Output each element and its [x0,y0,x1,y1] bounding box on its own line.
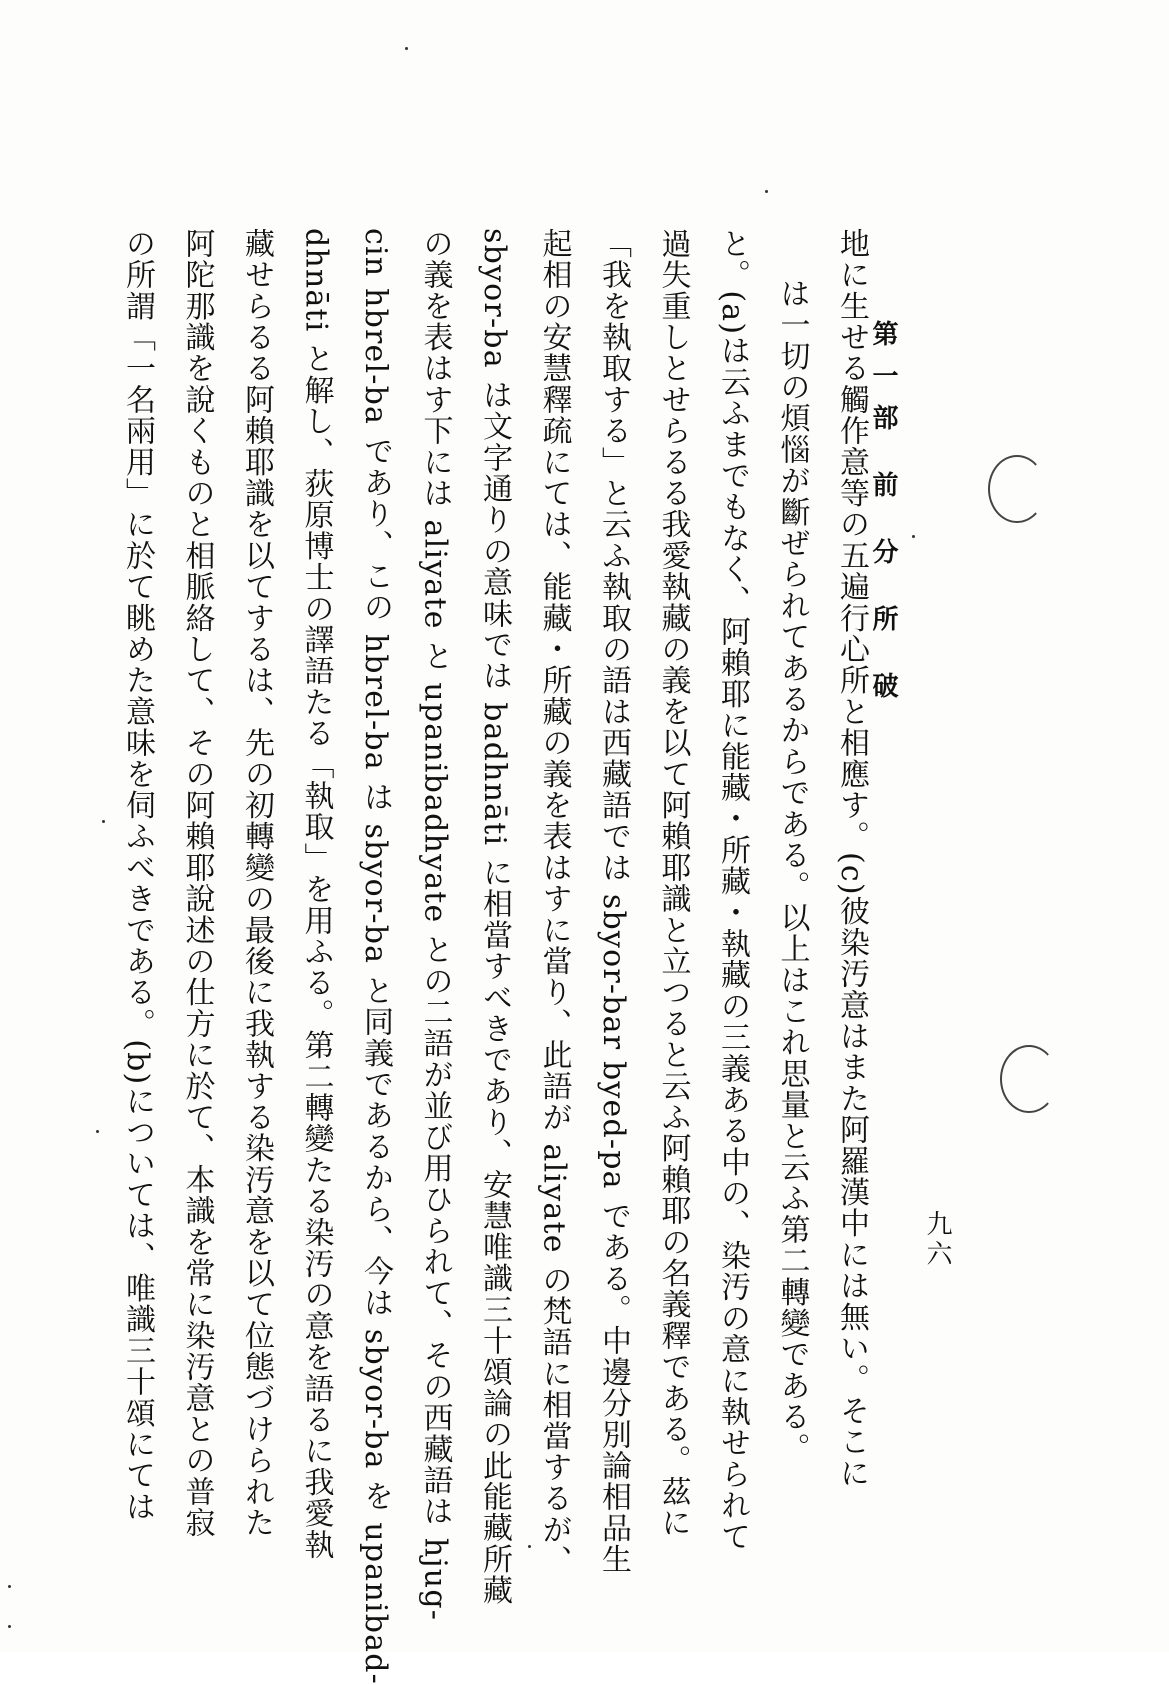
margin-bracket-mark [988,455,1046,523]
text-line: sbyor-ba は文字通りの意味では badhnāti に相當すべきであり、安慧唯識三十頌論の此能藏所藏 [477,228,512,1606]
text-line: の義を表はす下には aliyate と upanibadhyate との二語が並び用ひられて、その西藏語は hjug- [417,228,453,1622]
text-line: 地に生せる觸作意等の五遍行心所と相應す。(c)彼染汚意はまた阿羅漢中には無い。そこに [834,228,869,1489]
text-line: cin hbrel-ba であり、この hbrel-ba は sbyor-ba と同義であるから、今は sbyor-ba を upanibad- [358,228,393,1685]
scan-speck [912,535,915,538]
scan-speck [8,1585,11,1588]
text-line: 「我を執取する」と云ふ執取の語は西藏語では sbyor-bar byed-pa である。中邊分別論相品生 [596,228,631,1575]
page-number: 九六 [922,1210,952,1270]
text-line: 阿陀那識を說くものと相脈絡して、その阿賴耶說述の仕方に於て、本識を常に染汚意との普寂 [179,228,215,1539]
scan-speck [102,820,105,823]
running-head: 第一部 前 分 所 破 [868,320,898,715]
body-text [108,228,882,1685]
scan-speck [405,47,408,50]
text-line: の所謂「一名兩用」に於て眺めた意味を伺ふべきである。(b)については、唯識三十頌にては [120,228,155,1523]
text-line: dhnāti と解し、荻原博士の譯語たる「執取」を用ふる。第二轉變たる染汚の意を語るに我愛執 [298,228,334,1561]
text-line: 過失重しとせらるる我愛執藏の義を以て阿賴耶識と立つると云ふ阿賴耶の名義釋である。茲に [655,228,691,1539]
scan-speck [8,1625,11,1628]
scan-speck [96,1130,99,1133]
text-line: と。(a)は云ふまでもなく、阿賴耶に能藏・所藏・執藏の三義ある中の、染汚の意に執せられて [715,228,750,1553]
text-line: は一切の煩惱が斷ぜられてあるからである。以上はこれ思量と云ふ第二轉變である。 [774,278,810,1464]
scan-speck [765,190,768,193]
margin-bracket-mark [1000,1045,1058,1113]
text-line: 藏せらるる阿賴耶識を以てするは、先の初轉變の最後に我執する染汚意を以て位態づけられた [239,228,274,1539]
text-line: 起相の安慧釋疏にては、能藏・所藏の義を表はすに當り、此語が aliyate の梵語に相當するが、 [536,228,572,1577]
scan-speck [528,1545,531,1548]
